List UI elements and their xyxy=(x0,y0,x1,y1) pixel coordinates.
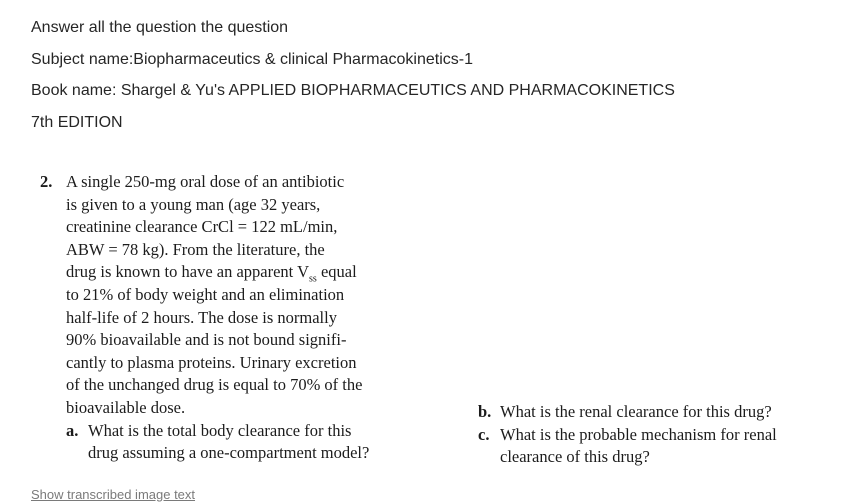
problem-line: cantly to plasma proteins. Urinary excretion xyxy=(66,352,357,372)
problem-line: 90% bioavailable and is not bound signifi- xyxy=(66,330,347,350)
subject-name: Subject name:Biopharmaceutics & clinical Pharmacokinetics-1 xyxy=(31,51,473,68)
problem-number: 2. xyxy=(40,172,53,191)
problem-line: 2. A single 250-mg oral dose of an antibiotic xyxy=(40,171,440,194)
problem-line: is given to a young man (age 32 years, xyxy=(66,194,321,214)
vss-subscript: ss xyxy=(309,273,317,285)
part-a: a. What is the total body clearance for this xyxy=(40,420,440,443)
part-b: b. What is the renal clearance for this drug? xyxy=(478,401,848,424)
problem-line: creatinine clearance CrCl = 122 mL/min, xyxy=(66,217,338,237)
problem-line: drug is known to have an apparent $V_{ss}$ equal xyxy=(66,262,357,285)
problem-line: of the unchanged drug is equal to 70% of the xyxy=(66,375,363,395)
problem-line: half-life of 2 hours. The dose is normally xyxy=(66,307,337,327)
problem-line: bioavailable dose. xyxy=(66,397,186,417)
part-a-continuation: drug assuming a one-compartment model? xyxy=(88,443,370,463)
part-c: c. What is the probable mechanism for renal xyxy=(478,424,848,447)
problem-line: ABW = 78 kg). From the literature, the xyxy=(66,239,325,259)
part-b-label: b. xyxy=(478,402,492,421)
edition: 7th EDITION xyxy=(31,114,123,131)
right-column-image xyxy=(478,401,848,469)
part-a-label: a. xyxy=(66,420,79,440)
instruction-text: Answer all the question the question xyxy=(31,19,289,36)
part-c-label: c. xyxy=(478,424,490,444)
show-transcribed-text-link[interactable]: Show transcribed image text xyxy=(31,487,196,502)
problem-line: to 21% of body weight and an elimination xyxy=(66,284,345,304)
part-c-continuation: clearance of this drug? xyxy=(500,447,650,467)
problem-image xyxy=(40,171,440,465)
book-name: Book name: Shargel & Yu's APPLIED BIOPHARMACEUTICS AND PHARMACOKINETICS xyxy=(31,82,675,99)
